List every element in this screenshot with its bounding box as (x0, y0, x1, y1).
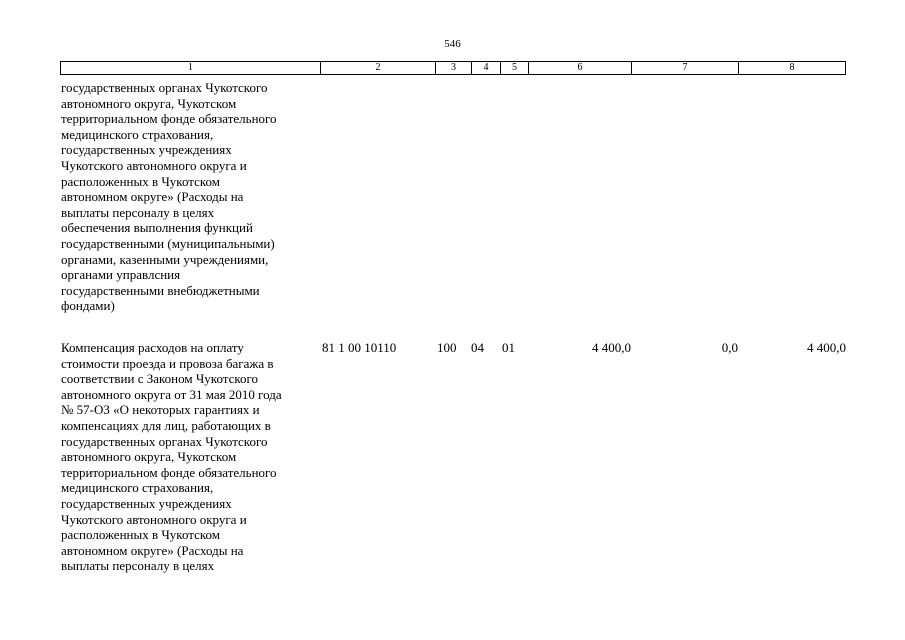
row-col6: 4 400,0 (592, 340, 631, 355)
row-col8: 4 400,0 (807, 340, 846, 355)
row-col7: 0,0 (721, 340, 738, 355)
table-header-row (60, 61, 846, 75)
column-header-6: 6 (529, 62, 632, 74)
column-header-3: 3 (436, 62, 472, 74)
column-header-1: 1 (61, 62, 321, 74)
page-number: 546 (444, 38, 461, 50)
column-header-2: 2 (321, 62, 436, 74)
column-header-8: 8 (789, 62, 795, 73)
column-header-7: 7 (632, 62, 739, 74)
row-col4: 04 (471, 340, 484, 355)
column-header-5: 5 (501, 62, 529, 74)
column-header-4: 4 (472, 62, 501, 74)
row-description: Компенсация расходов на оплату стоимости проезда и провоза багажа в соответствии с Законом Чукотского автономного округа от 31 мая 2010 года № 57-ОЗ «О некоторых гарантиях и компенсациях для лиц, работающих в государственных органах Чукотского автономного округа, Чукотском территориальном фонде обязательного медицинского страхования, государственных учреждениях Чукотского автономного округа и расположенных в Чукотском автономном округе» (Расходы на выплаты персоналу в целях (61, 340, 282, 574)
row-col3: 100 (437, 340, 457, 355)
continuation-text: государственных органах Чукотского автономного округа, Чукотском территориальном фонде обязательного медицинского страхования, государственных учреждениях Чукотского автономного округа и расположенных в Чукотском автономном округе» (Расходы на выплаты персоналу в целях обеспечения выполнения функций государственными (муниципальными) органами, казенными учреждениями, органами управлсния государственными внебюджетными фондами) (61, 80, 277, 314)
row-col5: 01 (502, 340, 515, 355)
row-code: 81 1 00 10110 (322, 340, 397, 355)
